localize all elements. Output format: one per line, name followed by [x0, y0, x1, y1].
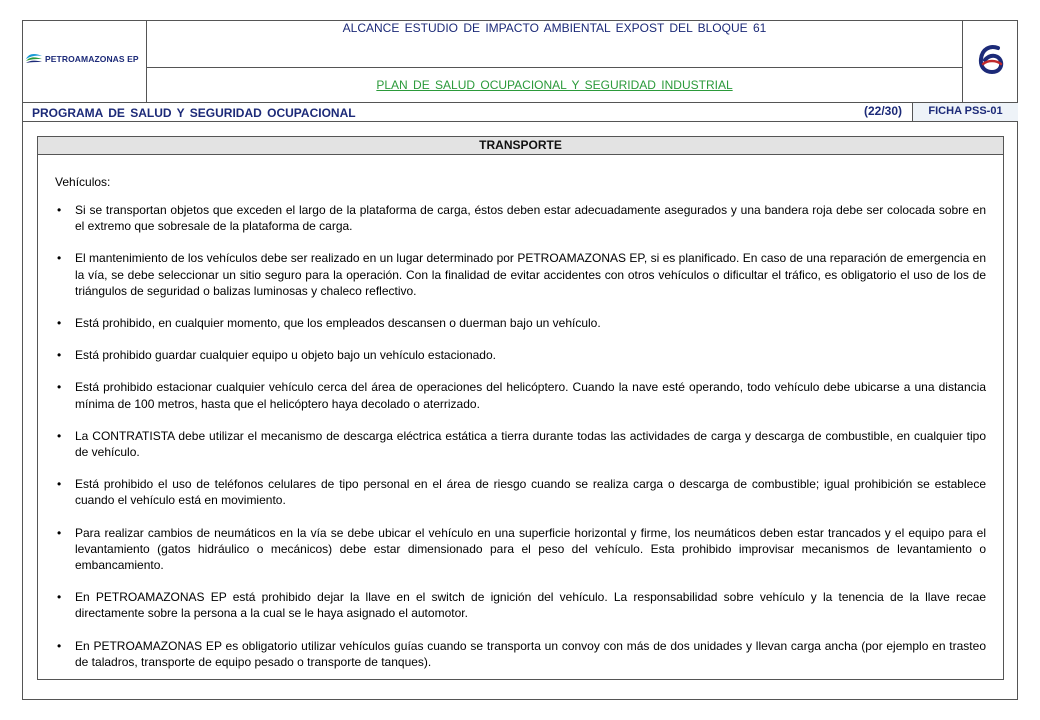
section-title: TRANSPORTE	[38, 137, 1003, 155]
bullet: •	[57, 251, 62, 266]
section-body	[55, 174, 986, 686]
list-item	[55, 250, 986, 299]
page-counter: (22/30)	[863, 104, 902, 118]
bullet: •	[57, 348, 62, 363]
bullet: •	[57, 316, 62, 331]
program-row	[22, 102, 1018, 122]
six-emblem-icon	[976, 44, 1006, 74]
list-item	[55, 525, 986, 574]
list-item	[55, 379, 986, 411]
plan-title: PLAN DE SALUD OCUPACIONAL Y SEGURIDAD INDUSTRIAL	[376, 78, 733, 92]
company-logo	[25, 52, 139, 66]
list-item	[55, 315, 986, 331]
rule-text: Está prohibido estacionar cualquier vehículo cerca del área de operaciones del helicóptero. Cuando la nave esté operando, todo vehículo debe ubicarse a una distancia mínima de 100 metros, hasta que el helicóptero haya decolado o aterrizado.	[75, 380, 986, 411]
list-item	[55, 202, 986, 234]
bullet: •	[57, 380, 62, 395]
company-name: PETROAMAZONAS EP	[45, 54, 139, 64]
rules-list	[55, 202, 986, 670]
vehicles-heading: Vehículos:	[55, 175, 111, 189]
list-item	[55, 428, 986, 460]
rule-text: En PETROAMAZONAS EP es obligatorio utilizar vehículos guías cuando se transporta un convoy con más de dos unidades y llevan carga ancha (por ejemplo en trasteo de taladros, transporte de equipo pesado o transporte de tanques).	[75, 638, 986, 669]
rule-text: Para realizar cambios de neumáticos en la vía se debe ubicar el vehículo en una superficie horizontal y firme, los neumáticos deben estar trancados y el equipo para el levantamiento (gatos hidráulico o mecánicos) debe estar dimensionado para el peso del vehículo. Esta prohibido improvisar mecanismos de levantamiento o embancamiento.	[75, 525, 986, 573]
fiche-code: FICHA PSS-01	[912, 103, 1018, 121]
bullet: •	[57, 590, 62, 605]
rule-text: El mantenimiento de los vehículos debe ser realizado en un lugar determinado por PETROAMAZONAS EP, si es planificado. En caso de una reparación de emergencia en la vía, se debe seleccionar un sitio seguro para la operación. Con la finalidad de evitar accidentes con otros vehículos o dificultar el tráfico, es obligatorio el uso de los de triángulos de seguridad o balizas luminosas y chaleco reflectivo.	[75, 251, 986, 298]
program-title: PROGRAMA DE SALUD Y SEGURIDAD OCUPACIONAL	[32, 106, 356, 120]
rule-text: Está prohibido el uso de teléfonos celulares de tipo personal en el área de riesgo cuando se realiza carga o descarga de combustible; igual prohibición se establece cuando el vehículo está en movimiento.	[75, 477, 986, 508]
rule-text: Está prohibido, en cualquier momento, que los empleados descansen o duerman bajo un vehículo.	[75, 316, 601, 331]
bullet: •	[57, 203, 62, 217]
list-item	[55, 638, 986, 670]
bullet: •	[57, 525, 62, 540]
list-item	[55, 347, 986, 363]
petroamazonas-logo-icon	[25, 52, 43, 66]
bullet: •	[57, 428, 62, 443]
rule-text: Está prohibido guardar cualquier equipo u objeto bajo un vehículo estacionado.	[75, 348, 496, 363]
document-title: ALCANCE ESTUDIO DE IMPACTO AMBIENTAL EXPOST DEL BLOQUE 61	[147, 20, 962, 68]
list-item	[55, 476, 986, 508]
bullet: •	[57, 477, 62, 492]
bullet: •	[57, 638, 62, 653]
rule-text: En PETROAMAZONAS EP está prohibido dejar la llave en el switch de ignición del vehículo. La responsabilidad sobre vehículo y la tenencia de la llave recae directamente sobre la persona a la cual se le haya asignado el automotor.	[75, 590, 986, 621]
transport-section	[37, 136, 1004, 680]
rule-text: La CONTRATISTA debe utilizar el mecanismo de descarga eléctrica estática a tierra durante todas las actividades de carga y descarga de combustible, en cualquier tipo de vehículo.	[75, 428, 986, 460]
list-item	[55, 589, 986, 621]
rule-text: Si se transportan objetos que exceden el largo de la plataforma de carga, éstos deben estar adecuadamente asegurados y una bandera roja debe ser colocada sobre en el extremo que sobresale de la plataforma de carga.	[75, 203, 986, 234]
